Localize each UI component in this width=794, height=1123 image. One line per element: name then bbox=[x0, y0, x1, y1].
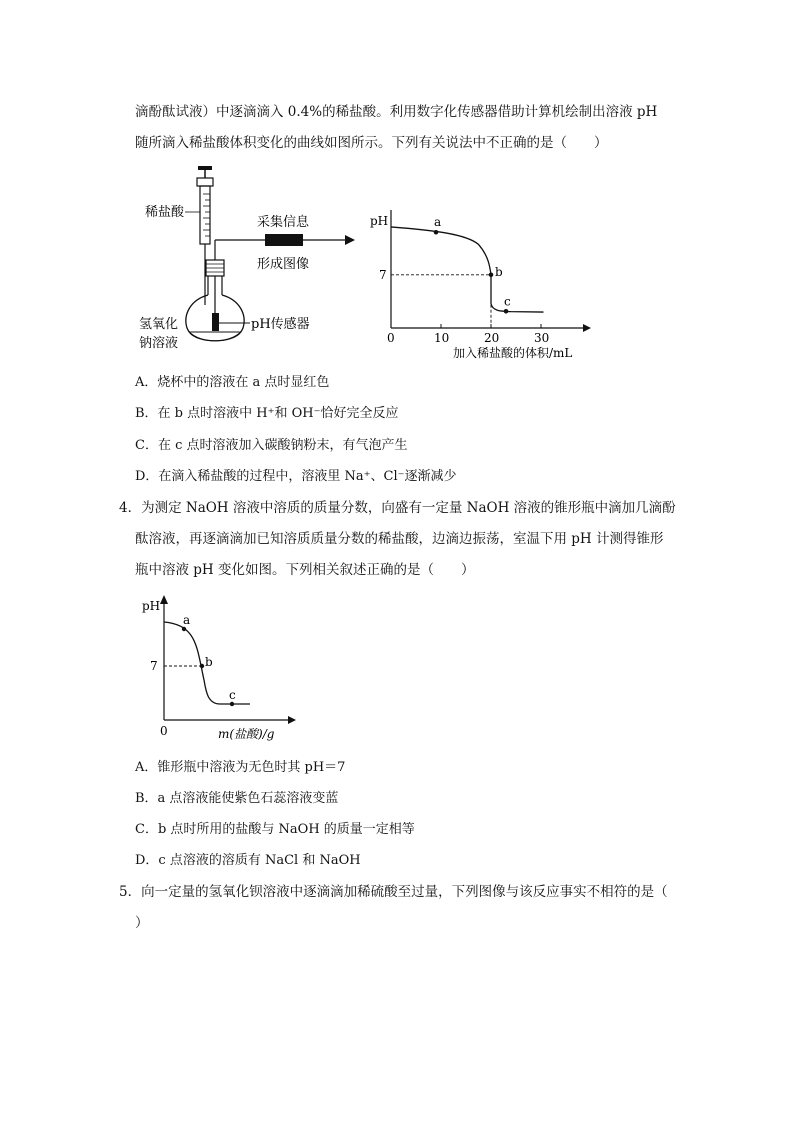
x-tick-0: 0 bbox=[387, 331, 395, 345]
q4-ph-chart bbox=[140, 592, 300, 747]
syringe-plunger-cap bbox=[198, 166, 212, 170]
q3-option-a: A．烧杯中的溶液在 a 点时显红色 bbox=[135, 375, 330, 390]
x-tick-10: 10 bbox=[434, 331, 450, 345]
point-a bbox=[434, 230, 439, 235]
naoh-label-2: 钠溶液 bbox=[139, 336, 179, 351]
point-c-label: c bbox=[504, 294, 511, 309]
x-axis-label: m(盐酸)/g bbox=[218, 727, 275, 741]
q3-text-line-2: 随所滴入稀盐酸体积变化的曲线如图所示。下列有关说法中不正确的是（ ） bbox=[135, 135, 608, 151]
q5-text-line-2: ） bbox=[135, 915, 149, 931]
q3-option-d: D．在滴入稀盐酸的过程中，溶液里 Na⁺、Cl⁻逐渐减少 bbox=[135, 469, 457, 484]
q4-option-c: C．b 点时所用的盐酸与 NaOH 的质量一定相等 bbox=[135, 822, 415, 837]
q5-text-line-1: 5．向一定量的氢氧化钡溶液中逐滴滴加稀硫酸至过量，下列图像与该反应事实不相符的是（ bbox=[119, 884, 668, 900]
x-tick-30: 30 bbox=[534, 331, 550, 345]
acid-label: 稀盐酸 bbox=[145, 205, 185, 220]
point-b bbox=[489, 273, 494, 278]
point-c bbox=[504, 309, 509, 314]
q3-option-b: B．在 b 点时溶液中 H⁺和 OH⁻恰好完全反应 bbox=[135, 406, 399, 421]
collect-label: 采集信息 bbox=[257, 215, 310, 230]
y-axis-label: pH bbox=[142, 599, 161, 613]
arrow-right-icon bbox=[345, 235, 355, 245]
point-b-label: b bbox=[495, 264, 503, 279]
x-tick-20: 20 bbox=[484, 331, 500, 345]
ph-sensor-probe bbox=[212, 313, 219, 331]
ph-curve bbox=[391, 227, 544, 312]
point-a bbox=[182, 627, 186, 631]
q3-ph-chart bbox=[368, 200, 598, 365]
point-c-label: c bbox=[229, 688, 236, 702]
q4-option-d: D．c 点溶液的溶质有 NaCl 和 NaOH bbox=[135, 853, 361, 868]
point-b-label: b bbox=[205, 655, 213, 669]
y-tick-7: 7 bbox=[150, 659, 158, 673]
point-c bbox=[230, 702, 234, 706]
sensor-label: pH传感器 bbox=[251, 317, 310, 332]
q4-text-line-1: 4．为测定 NaOH 溶液中溶质的质量分数，向盛有一定量 NaOH 溶液的锥形瓶中滴加几滴酚 bbox=[119, 500, 676, 516]
q4-option-a: A．锥形瓶中溶液为无色时其 pH＝7 bbox=[135, 760, 346, 775]
syringe-barrel bbox=[200, 186, 210, 244]
q3-option-c: C．在 c 点时溶液加入碳酸钠粉末，有气泡产生 bbox=[135, 438, 408, 453]
q4-text-line-3: 瓶中溶液 pH 变化如图。下列相关叙述正确的是（ ） bbox=[135, 562, 475, 578]
x-axis-arrow-icon bbox=[288, 716, 296, 724]
data-collector-box bbox=[265, 234, 303, 246]
point-a-label: a bbox=[434, 215, 442, 230]
naoh-label-1: 氢氧化 bbox=[139, 317, 179, 332]
y-axis-label: pH bbox=[370, 214, 389, 228]
y-axis-arrow-icon bbox=[160, 595, 168, 604]
x-axis-label: 加入稀盐酸的体积/mL bbox=[453, 346, 573, 360]
point-a-label: a bbox=[183, 613, 191, 627]
x-axis-arrow-icon bbox=[583, 324, 591, 332]
point-b bbox=[200, 664, 204, 668]
y-tick-7: 7 bbox=[379, 267, 387, 282]
titration-apparatus-diagram bbox=[135, 160, 365, 360]
origin-label: 0 bbox=[160, 724, 168, 738]
q4-option-b: B．a 点溶液能使紫色石蕊溶液变蓝 bbox=[135, 791, 339, 806]
image-label: 形成图像 bbox=[257, 257, 310, 272]
q3-text-line-1: 滴酚酞试液）中逐滴滴入 0.4%的稀盐酸。利用数字化传感器借助计算机绘制出溶液 pH bbox=[135, 104, 658, 120]
q4-text-line-2: 酞溶液，再逐滴滴加已知溶质质量分数的稀盐酸，边滴边振荡，室温下用 pH 计测得锥形 bbox=[135, 531, 664, 547]
